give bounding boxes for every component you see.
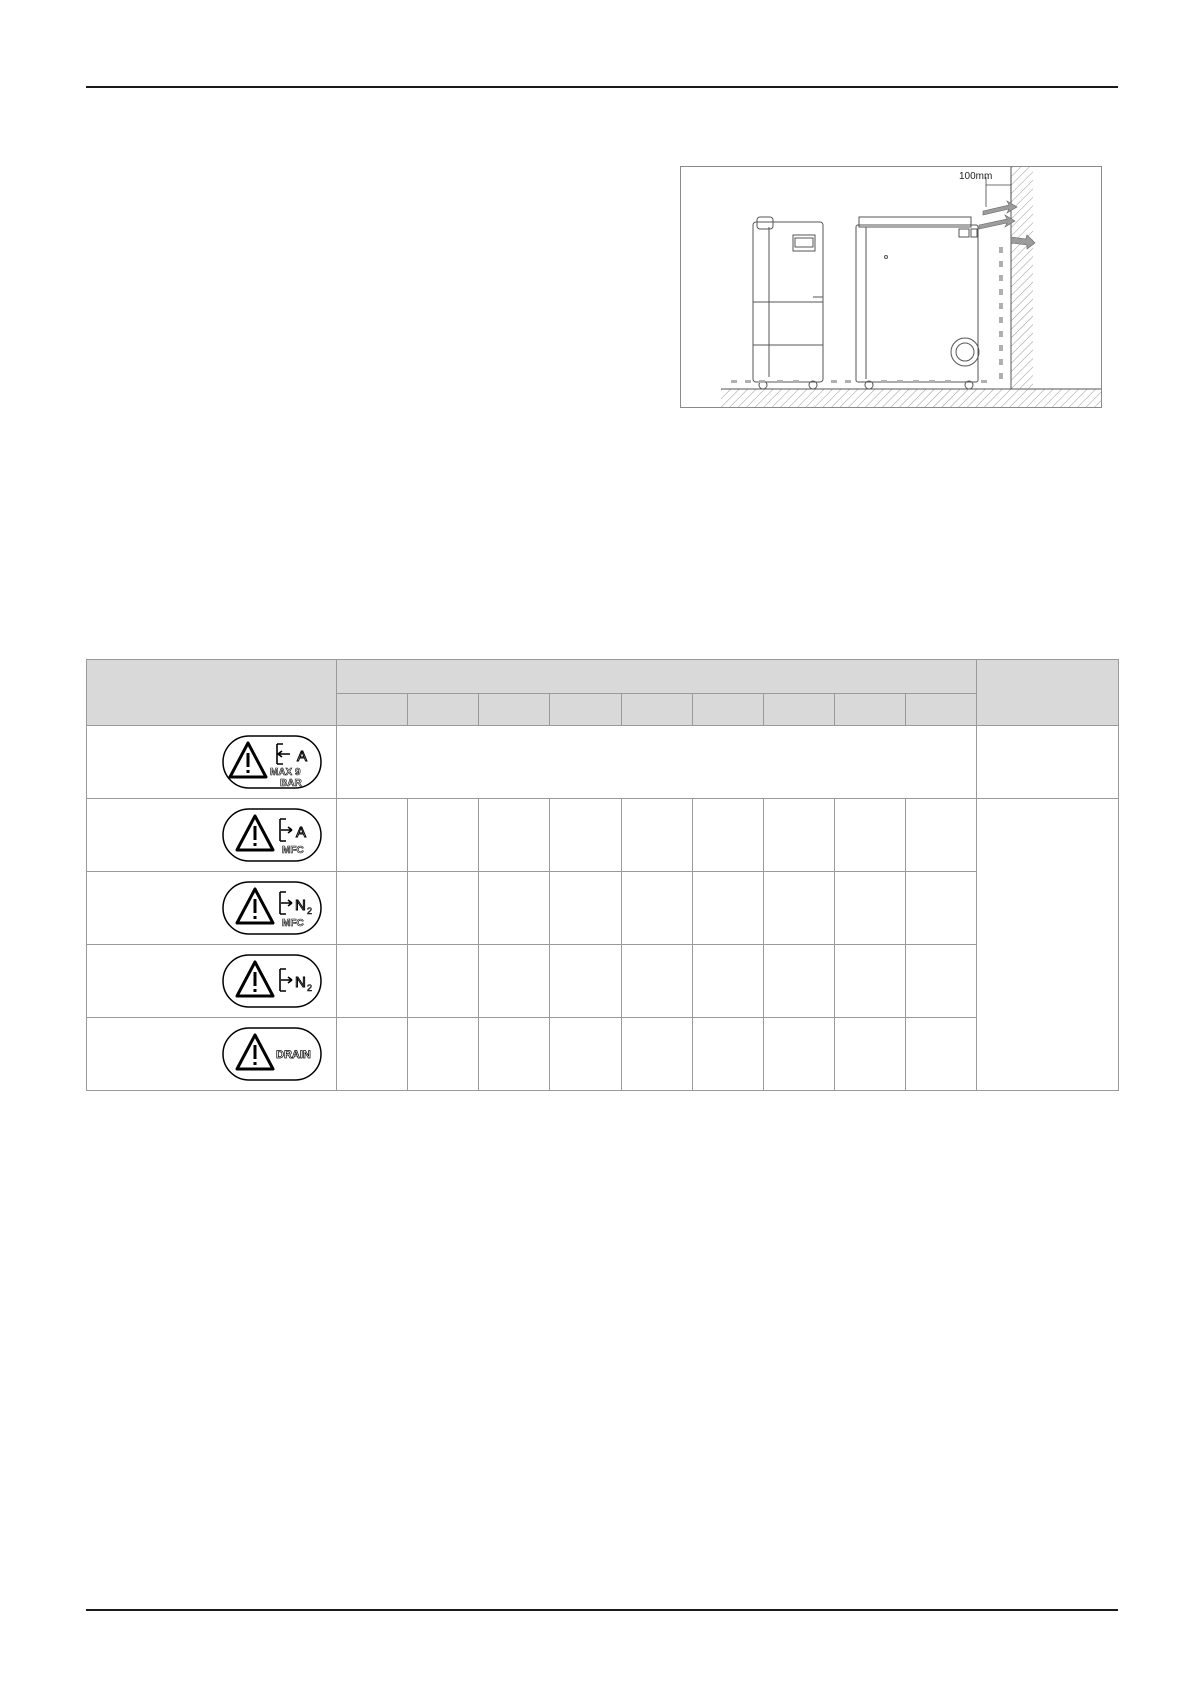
value-cell bbox=[479, 1018, 550, 1091]
unit-side-view bbox=[856, 217, 979, 389]
value-cell bbox=[479, 945, 550, 1018]
connection-label-cell bbox=[87, 799, 337, 872]
value-cell bbox=[622, 799, 693, 872]
value-cell bbox=[337, 1018, 408, 1091]
table-row bbox=[87, 872, 1119, 945]
value-cell bbox=[693, 799, 764, 872]
value-cell bbox=[550, 799, 622, 872]
svg-text:2: 2 bbox=[307, 906, 313, 916]
notes-cell bbox=[977, 726, 1119, 799]
value-cell bbox=[693, 1018, 764, 1091]
header-notes-cell bbox=[977, 660, 1119, 726]
svg-text:DRAIN: DRAIN bbox=[276, 1049, 311, 1061]
svg-text:MFC: MFC bbox=[282, 918, 304, 929]
notes-cell bbox=[977, 799, 1119, 1091]
value-cell bbox=[835, 872, 906, 945]
header-connection-cell bbox=[87, 660, 337, 726]
value-cell bbox=[479, 799, 550, 872]
air-mfc-warning-icon bbox=[222, 808, 322, 862]
gas-connection-table bbox=[86, 659, 1119, 1091]
wall-airflow-down bbox=[999, 247, 1003, 379]
air-inlet-span-cell bbox=[337, 726, 977, 799]
floor-hatch bbox=[721, 389, 1101, 407]
value-cell bbox=[835, 799, 906, 872]
n2-outlet-warning-icon bbox=[222, 954, 322, 1008]
value-cell bbox=[337, 872, 408, 945]
header-model-cell bbox=[835, 694, 906, 726]
table-row bbox=[87, 1018, 1119, 1091]
connection-label-cell bbox=[87, 945, 337, 1018]
air-inlet-warning-icon bbox=[222, 735, 322, 789]
header-model-cell bbox=[764, 694, 835, 726]
value-cell bbox=[408, 799, 479, 872]
value-cell bbox=[622, 945, 693, 1018]
value-cell bbox=[906, 1018, 977, 1091]
value-cell bbox=[906, 945, 977, 1018]
value-cell bbox=[764, 799, 835, 872]
svg-text:N: N bbox=[295, 897, 306, 914]
table-row bbox=[87, 945, 1119, 1018]
connection-label-cell bbox=[87, 1018, 337, 1091]
value-cell bbox=[764, 1018, 835, 1091]
value-cell bbox=[906, 799, 977, 872]
value-cell bbox=[835, 1018, 906, 1091]
value-cell bbox=[622, 872, 693, 945]
header-model-cell bbox=[550, 694, 622, 726]
table-header-row bbox=[87, 660, 1119, 694]
svg-text:2: 2 bbox=[307, 983, 313, 993]
value-cell bbox=[408, 872, 479, 945]
value-cell bbox=[693, 945, 764, 1018]
value-cell bbox=[764, 872, 835, 945]
wall-hatch bbox=[1011, 167, 1033, 389]
header-models-cell bbox=[337, 660, 977, 694]
header-model-cell bbox=[906, 694, 977, 726]
n2-mfc-warning-icon bbox=[222, 881, 322, 935]
value-cell bbox=[337, 799, 408, 872]
value-cell bbox=[764, 945, 835, 1018]
value-cell bbox=[550, 1018, 622, 1091]
drain-warning-icon bbox=[222, 1027, 322, 1081]
value-cell bbox=[550, 945, 622, 1018]
value-cell bbox=[622, 1018, 693, 1091]
value-cell bbox=[550, 872, 622, 945]
footer-rule bbox=[86, 1609, 1118, 1611]
unit-front-view bbox=[753, 217, 823, 389]
value-cell bbox=[408, 945, 479, 1018]
svg-text:A: A bbox=[297, 748, 308, 765]
clearance-dimension-label: 100mm bbox=[959, 171, 993, 182]
value-cell bbox=[835, 945, 906, 1018]
value-cell bbox=[906, 872, 977, 945]
svg-text:MAX 9: MAX 9 bbox=[270, 767, 301, 778]
table-row bbox=[87, 726, 1119, 799]
header-model-cell bbox=[693, 694, 764, 726]
connection-label-cell bbox=[87, 872, 337, 945]
table-row bbox=[87, 799, 1119, 872]
header-model-cell bbox=[622, 694, 693, 726]
svg-text:A: A bbox=[296, 824, 307, 841]
clearance-drawing bbox=[681, 167, 1101, 407]
value-cell bbox=[337, 945, 408, 1018]
header-rule bbox=[86, 86, 1118, 88]
svg-text:N: N bbox=[295, 974, 306, 991]
value-cell bbox=[479, 872, 550, 945]
value-cell bbox=[408, 1018, 479, 1091]
svg-text:MFC: MFC bbox=[282, 845, 304, 856]
connection-label-cell bbox=[87, 726, 337, 799]
header-model-cell bbox=[479, 694, 550, 726]
header-model-cell bbox=[408, 694, 479, 726]
header-model-cell bbox=[337, 694, 408, 726]
svg-text:BAR: BAR bbox=[280, 778, 302, 789]
installation-clearance-figure bbox=[680, 166, 1102, 408]
value-cell bbox=[693, 872, 764, 945]
